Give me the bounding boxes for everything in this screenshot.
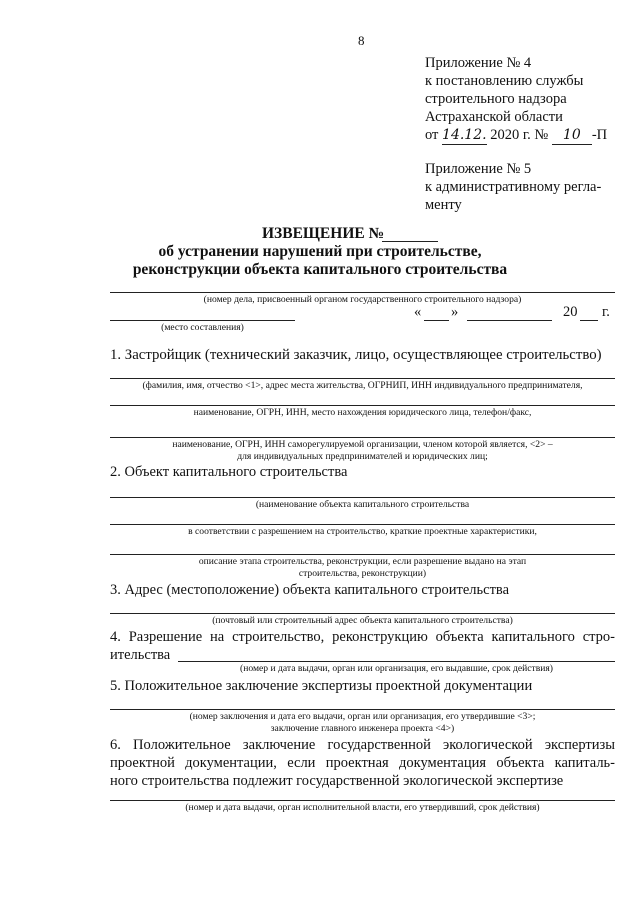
notice-number-line <box>382 241 438 242</box>
date-open-quote: « <box>414 304 422 320</box>
section6-heading-line2: проектной документации, если проектная документация объекта капиталь- <box>110 755 615 771</box>
section5-line <box>110 709 615 710</box>
section2-caption2: в соответствии с разрешением на строительство, краткие проектные характеристики, <box>188 526 537 537</box>
section4-heading-line2: ительства <box>110 647 171 663</box>
section1-line1 <box>110 378 615 379</box>
appendix4-line3: строительного надзора <box>425 91 567 107</box>
section4-caption: (номер и дата выдачи, орган или организация, его выдавшие, срок действия) <box>240 663 553 674</box>
place-line <box>110 320 295 321</box>
section1-caption3: наименование, ОГРН, ИНН саморегулируемой организации, членом которой является, <2> – <box>172 439 553 450</box>
section6-heading-line3: ного строительства подлежит государственной экологической экспертизе <box>110 773 564 789</box>
appendix4-line2: к постановлению службы <box>425 73 584 89</box>
section2-line3 <box>110 554 615 555</box>
date-day-line <box>424 320 449 321</box>
date-month-line <box>467 320 552 321</box>
number-suffix: -П <box>591 127 608 143</box>
date-prefix: от <box>425 127 439 143</box>
year-prefix: 20 <box>563 304 578 320</box>
notice-subtitle-1: об устранении нарушений при строительстве, <box>158 243 482 260</box>
year-line <box>580 320 598 321</box>
appendix4-line1: Приложение № 4 <box>425 55 532 71</box>
year-suffix: г. <box>602 304 610 320</box>
section1-line3 <box>110 437 615 438</box>
date-close-quote: » <box>451 304 459 320</box>
section1-heading: 1. Застройщик (технический заказчик, лицо, осуществляющее строительство) <box>110 347 602 363</box>
section1-line2 <box>110 405 615 406</box>
case-number-caption: (номер дела, присвоенный органом государственного строительного надзора) <box>203 294 522 305</box>
section5-caption1: (номер заключения и дата его выдачи, орган или организация, его утвердившие <3>; <box>189 711 536 722</box>
section4-heading-line1: 4. Разрешение на строительство, реконструкцию объекта капитального стро- <box>110 629 615 645</box>
section2-caption4: строительства, реконструкции) <box>298 568 427 579</box>
appendix5-line1: Приложение № 5 <box>425 161 532 177</box>
section3-heading: 3. Адрес (местоположение) объекта капитального строительства <box>110 582 510 598</box>
notice-subtitle-2: реконструкции объекта капитального строительства <box>132 261 508 278</box>
section4-line <box>178 661 615 662</box>
section3-caption: (почтовый или строительный адрес объекта капитального строительства) <box>212 615 513 626</box>
place-caption: (место составления) <box>161 322 244 333</box>
number-handwritten: 10 <box>552 126 592 145</box>
year-text: 2020 г. № <box>490 127 549 143</box>
section5-caption2: заключение главного инженера проекта <4>) <box>270 723 455 734</box>
section1-caption1: (фамилия, имя, отчество <1>, адрес места жительства, ОГРНИП, ИНН индивидуального предпринимателя, <box>142 380 583 391</box>
section3-line <box>110 613 615 614</box>
date-handwritten: 14.12. <box>442 127 487 143</box>
section5-heading: 5. Положительное заключение экспертизы проектной документации <box>110 678 533 694</box>
section1-caption4: для индивидуальных предпринимателей и юридических лиц; <box>237 451 488 462</box>
page-number: 8 <box>358 33 365 48</box>
appendix4-date-line <box>425 126 607 145</box>
section2-caption1: (наименование объекта капитального строительства <box>255 499 470 510</box>
section2-line1 <box>110 497 615 498</box>
notice-title: ИЗВЕЩЕНИЕ № <box>262 225 385 242</box>
section6-caption: (номер и дата выдачи, орган исполнительной власти, его утвердивший, срок действия) <box>185 802 540 813</box>
section6-line <box>110 800 615 801</box>
section2-caption3: описание этапа строительства, реконструкции, если разрешение выдано на этап <box>198 556 527 567</box>
section2-heading: 2. Объект капитального строительства <box>110 464 348 480</box>
appendix5-line2: к административному регла- <box>425 179 602 195</box>
section2-line2 <box>110 524 615 525</box>
section1-caption2: наименование, ОГРН, ИНН, место нахождения юридического лица, телефон/факс, <box>193 407 532 418</box>
appendix4-line4: Астраханской области <box>425 109 563 125</box>
appendix5-line3: менту <box>425 197 462 213</box>
case-number-line <box>110 292 615 293</box>
section6-heading-line1: 6. Положительное заключение государственной экологической экспертизы <box>110 737 615 753</box>
